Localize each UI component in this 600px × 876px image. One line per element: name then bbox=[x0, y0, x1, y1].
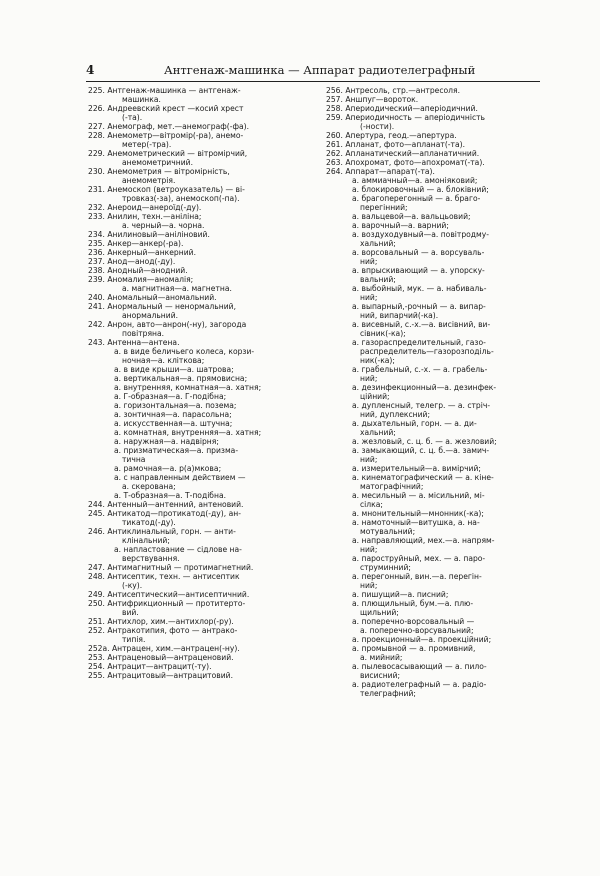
dictionary-line: анормальний. bbox=[122, 311, 179, 320]
dictionary-line: а. варочный—а. варний; bbox=[352, 221, 449, 230]
dictionary-line: 252а. Антрацен, хим.—антрацен(-ну). bbox=[88, 644, 240, 653]
dictionary-line: хальний; bbox=[360, 239, 396, 248]
dictionary-line: а. промывной — а. промивний, bbox=[352, 644, 476, 653]
dictionary-line: 226. Андреевский крест —косий хрест bbox=[88, 104, 244, 113]
dictionary-line: а. впрыскивающий — а. упорску- bbox=[352, 266, 485, 275]
dictionary-line: а. брагоперегонный — а. браго- bbox=[352, 194, 481, 203]
dictionary-line: 232. Анероид—анероїд(-ду). bbox=[88, 203, 202, 212]
dictionary-line: 261. Апланат, фото—апланат(-та). bbox=[326, 140, 465, 149]
dictionary-line: а. пылевосасывающий — а. пило- bbox=[352, 662, 487, 671]
dictionary-line: ний, випарчий(-ка). bbox=[360, 311, 439, 320]
dictionary-line: а. Г-образная—а. Г-подібна; bbox=[114, 392, 227, 401]
dictionary-line: а. жезловый, с. ц. б. — а. жезловий; bbox=[352, 437, 497, 446]
dictionary-line: 233. Анилин, техн.—аніліна; bbox=[88, 212, 202, 221]
dictionary-line: а. дупленсный, телегр. — а. стріч- bbox=[352, 401, 491, 410]
dictionary-line: сілка; bbox=[360, 500, 383, 509]
dictionary-line: ний; bbox=[360, 293, 378, 302]
dictionary-line: а. вертикальная—а. прямовисна; bbox=[114, 374, 248, 383]
dictionary-line: а. плющильный, бум.—а. плю- bbox=[352, 599, 474, 608]
dictionary-line: а. Т-образная—а. Т-подібна. bbox=[114, 491, 227, 500]
dictionary-line: ний; bbox=[360, 374, 378, 383]
dictionary-line: 234. Анилиновый—аніліновий. bbox=[88, 230, 210, 239]
dictionary-line: 228. Анемометр—вітромір(-ра), анемо- bbox=[88, 131, 244, 140]
dictionary-line: а. замыкающий, с. ц. б.—а. замич- bbox=[352, 446, 490, 455]
dictionary-line: 247. Антимагнитный — протимагнетний. bbox=[88, 563, 254, 572]
dictionary-line: а. мнонительный—мнонник(-ка); bbox=[352, 509, 484, 518]
dictionary-line: (-ности). bbox=[360, 122, 395, 131]
dictionary-line: а. намоточный—витушка, а. на- bbox=[352, 518, 480, 527]
dictionary-line: 240. Аномальный—аномальний. bbox=[88, 293, 217, 302]
dictionary-line: 243. Антенна—антена. bbox=[88, 338, 180, 347]
dictionary-line: а. блокировочный — а. блоківний; bbox=[352, 185, 489, 194]
dictionary-line: ний; bbox=[360, 455, 378, 464]
dictionary-line: а. поперечно-ворсовальный — bbox=[352, 617, 475, 626]
dictionary-line: тична bbox=[122, 455, 146, 464]
dictionary-line: вальний; bbox=[360, 275, 396, 284]
left-column bbox=[88, 86, 296, 680]
dictionary-line: 225. Антгенаж-машинка — антгенаж- bbox=[88, 86, 241, 95]
dictionary-line: 246. Антиклинальный, горн. — анти- bbox=[88, 527, 236, 536]
dictionary-line: телеграфний; bbox=[360, 689, 416, 698]
dictionary-line: 230. Анемометрия — вітромірність, bbox=[88, 167, 230, 176]
dictionary-line: 262. Апланатический—апланатичний. bbox=[326, 149, 480, 158]
dictionary-line: вий. bbox=[122, 608, 139, 617]
dictionary-line: а. рамочная—а. р(а)мкова; bbox=[114, 464, 222, 473]
dictionary-line: а. черный—а. чорна. bbox=[122, 221, 205, 230]
dictionary-line: 257. Аншпуг—вороток. bbox=[326, 95, 419, 104]
dictionary-line: (-ку). bbox=[122, 581, 143, 590]
dictionary-line: а. зонтичная—а. парасольна; bbox=[114, 410, 232, 419]
dictionary-line: 241. Анормальный — ненормальний, bbox=[88, 302, 237, 311]
dictionary-line: а. аммиачный—а. амоніяковий; bbox=[352, 176, 478, 185]
dictionary-line: распределитель—газорозподіль- bbox=[360, 347, 494, 356]
dictionary-line: мотувальний; bbox=[360, 527, 416, 536]
dictionary-line: а. дезинфекционный—а. дезинфек- bbox=[352, 383, 497, 392]
dictionary-line: а. в виде беличьего колеса, корзи- bbox=[114, 347, 255, 356]
dictionary-line: метер(-тра). bbox=[122, 140, 172, 149]
page-header bbox=[86, 63, 538, 77]
dictionary-line: верствування. bbox=[122, 554, 180, 563]
dictionary-line: а. измерительный—а. вимірчий; bbox=[352, 464, 481, 473]
dictionary-line: а. направляющий, мех.—а. напрям- bbox=[352, 536, 495, 545]
dictionary-line: а. пароструйный, мех. — а. паро- bbox=[352, 554, 486, 563]
dictionary-line: а. с направленным действием — bbox=[114, 473, 246, 482]
dictionary-line: а. наружная—а. надвірня; bbox=[114, 437, 219, 446]
dictionary-line: а. призматическая—а. призма- bbox=[114, 446, 239, 455]
dictionary-line: а. дыхательный, горн. — а. ди- bbox=[352, 419, 477, 428]
dictionary-line: 227. Анемограф, мет.—анемограф(-фа). bbox=[88, 122, 249, 131]
dictionary-line: а. в виде крыши—а. шатрова; bbox=[114, 365, 234, 374]
dictionary-line: ник(-ка); bbox=[360, 356, 395, 365]
dictionary-line: 245. Антикатод—протикатод(-ду), ан- bbox=[88, 509, 241, 518]
dictionary-line: 254. Антрацит—антрацит(-ту). bbox=[88, 662, 212, 671]
dictionary-line: 259. Апериодичность — аперіодичність bbox=[326, 113, 486, 122]
dictionary-line: анемометрія. bbox=[122, 176, 176, 185]
dictionary-line: а. вальцевой—а. вальцьовий; bbox=[352, 212, 471, 221]
dictionary-line: сівник(-ка); bbox=[360, 329, 406, 338]
dictionary-line: а. месильный — а. місильний, мі- bbox=[352, 491, 485, 500]
dictionary-line: анемометричний. bbox=[122, 158, 193, 167]
dictionary-line: а. мийний; bbox=[360, 653, 403, 662]
dictionary-line: а. выпарный,-рочный — а. випар- bbox=[352, 302, 486, 311]
dictionary-line: машинка. bbox=[122, 95, 161, 104]
dictionary-line: а. поперечно-ворсувальний; bbox=[360, 626, 474, 635]
dictionary-line: 255. Антрацитовый—антрацитовий. bbox=[88, 671, 234, 680]
dictionary-line: 250. Антифрикционный — протитерто- bbox=[88, 599, 246, 608]
dictionary-line: 231. Анемоскоп (ветроуказатель) — ві- bbox=[88, 185, 245, 194]
dictionary-line: клінальний; bbox=[122, 536, 170, 545]
dictionary-line: а. проекционный—а. проекційний; bbox=[352, 635, 492, 644]
right-column bbox=[326, 86, 538, 698]
dictionary-line: а. комнатная, внутренняя—а. хатня; bbox=[114, 428, 262, 437]
dictionary-line: 251. Антихлор, хим.—антихлор(-ру). bbox=[88, 617, 234, 626]
running-title: Антгенаж-машинка — Аппарат радиотелеграфный bbox=[164, 63, 476, 77]
dictionary-line: 256. Антресоль, стр.—антресоля. bbox=[326, 86, 460, 95]
dictionary-line: 264. Аппарат—апарат(-та). bbox=[326, 167, 435, 176]
dictionary-line: а. кинематографический — а. кіне- bbox=[352, 473, 494, 482]
dictionary-line: струминний; bbox=[360, 563, 411, 572]
dictionary-line: 238. Анодный—анодний. bbox=[88, 266, 188, 275]
dictionary-line: 235. Анкер—анкер(-ра). bbox=[88, 239, 184, 248]
dictionary-line: 237. Анод—анод(-ду). bbox=[88, 257, 176, 266]
dictionary-line: 252. Антракотипия, фото — антрако- bbox=[88, 626, 238, 635]
dictionary-line: 249. Антисептический—антисептичний. bbox=[88, 590, 250, 599]
dictionary-line: 258. Апериодический—аперіодичний. bbox=[326, 104, 478, 113]
page-number: 4 bbox=[86, 63, 95, 77]
dictionary-line: типія. bbox=[122, 635, 146, 644]
dictionary-line: а. горизонтальная—а. позема; bbox=[114, 401, 237, 410]
dictionary-line: ний; bbox=[360, 257, 378, 266]
dictionary-line: щильний; bbox=[360, 608, 399, 617]
dictionary-line: 253. Антраценовый—антраценовий. bbox=[88, 653, 234, 662]
dictionary-line: а. газораспределительный, газо- bbox=[352, 338, 486, 347]
dictionary-line: а. ворсовальный — а. ворсуваль- bbox=[352, 248, 485, 257]
dictionary-line: ний; bbox=[360, 545, 378, 554]
dictionary-line: 236. Анкерный—анкерний. bbox=[88, 248, 196, 257]
dictionary-line: 229. Анемометрический — вітромірчий, bbox=[88, 149, 248, 158]
dictionary-line: висисний; bbox=[360, 671, 401, 680]
dictionary-line: ційний; bbox=[360, 392, 390, 401]
dictionary-line: 260. Апертура, геод.—апертура. bbox=[326, 131, 457, 140]
dictionary-line: ночная—а. кліткова; bbox=[122, 356, 205, 365]
dictionary-line: а. магнитная—а. магнетна. bbox=[122, 284, 232, 293]
dictionary-line: а. перегонный, вин.—а. перегін- bbox=[352, 572, 482, 581]
dictionary-line: 244. Антенный—антенний, антеновий. bbox=[88, 500, 244, 509]
dictionary-line: тикатод(-ду). bbox=[122, 518, 176, 527]
dictionary-line: а. висевный, с.-х.—а. висівний, ви- bbox=[352, 320, 491, 329]
dictionary-line: (-та). bbox=[122, 113, 143, 122]
dictionary-line: а. пишущий—а. писний; bbox=[352, 590, 449, 599]
dictionary-line: а. радиотелеграфный — а. радіо- bbox=[352, 680, 487, 689]
dictionary-line: ний, дуплексний; bbox=[360, 410, 431, 419]
dictionary-line: тровказ(-за), анемоскоп(-па). bbox=[122, 194, 240, 203]
dictionary-line: 239. Аномалия—аномалія; bbox=[88, 275, 194, 284]
dictionary-line: 242. Анрон, авто—анрон(-ну), загорода bbox=[88, 320, 247, 329]
dictionary-line: а. воздуходувный—а. повітродму- bbox=[352, 230, 490, 239]
dictionary-line: а. грабельный, с.-х. — а. грабель- bbox=[352, 365, 488, 374]
dictionary-line: а. скерована; bbox=[122, 482, 176, 491]
dictionary-line: повітряна. bbox=[122, 329, 165, 338]
header-rule bbox=[86, 81, 540, 82]
dictionary-line: хальний; bbox=[360, 428, 396, 437]
dictionary-line: ний; bbox=[360, 581, 378, 590]
dictionary-line: а. внутренняя, комнатная—а. хатня; bbox=[114, 383, 262, 392]
dictionary-line: перегінний; bbox=[360, 203, 408, 212]
dictionary-line: 248. Антисептик, техн. — антисептик bbox=[88, 572, 240, 581]
dictionary-line: матографічний; bbox=[360, 482, 424, 491]
dictionary-line: а. напластование — сідлове на- bbox=[114, 545, 242, 554]
dictionary-line: а. искусственная—а. штучна; bbox=[114, 419, 233, 428]
dictionary-line: 263. Апохромат, фото—апохромат(-та). bbox=[326, 158, 485, 167]
dictionary-line: а. выбойный, мук. — а. набиваль- bbox=[352, 284, 487, 293]
